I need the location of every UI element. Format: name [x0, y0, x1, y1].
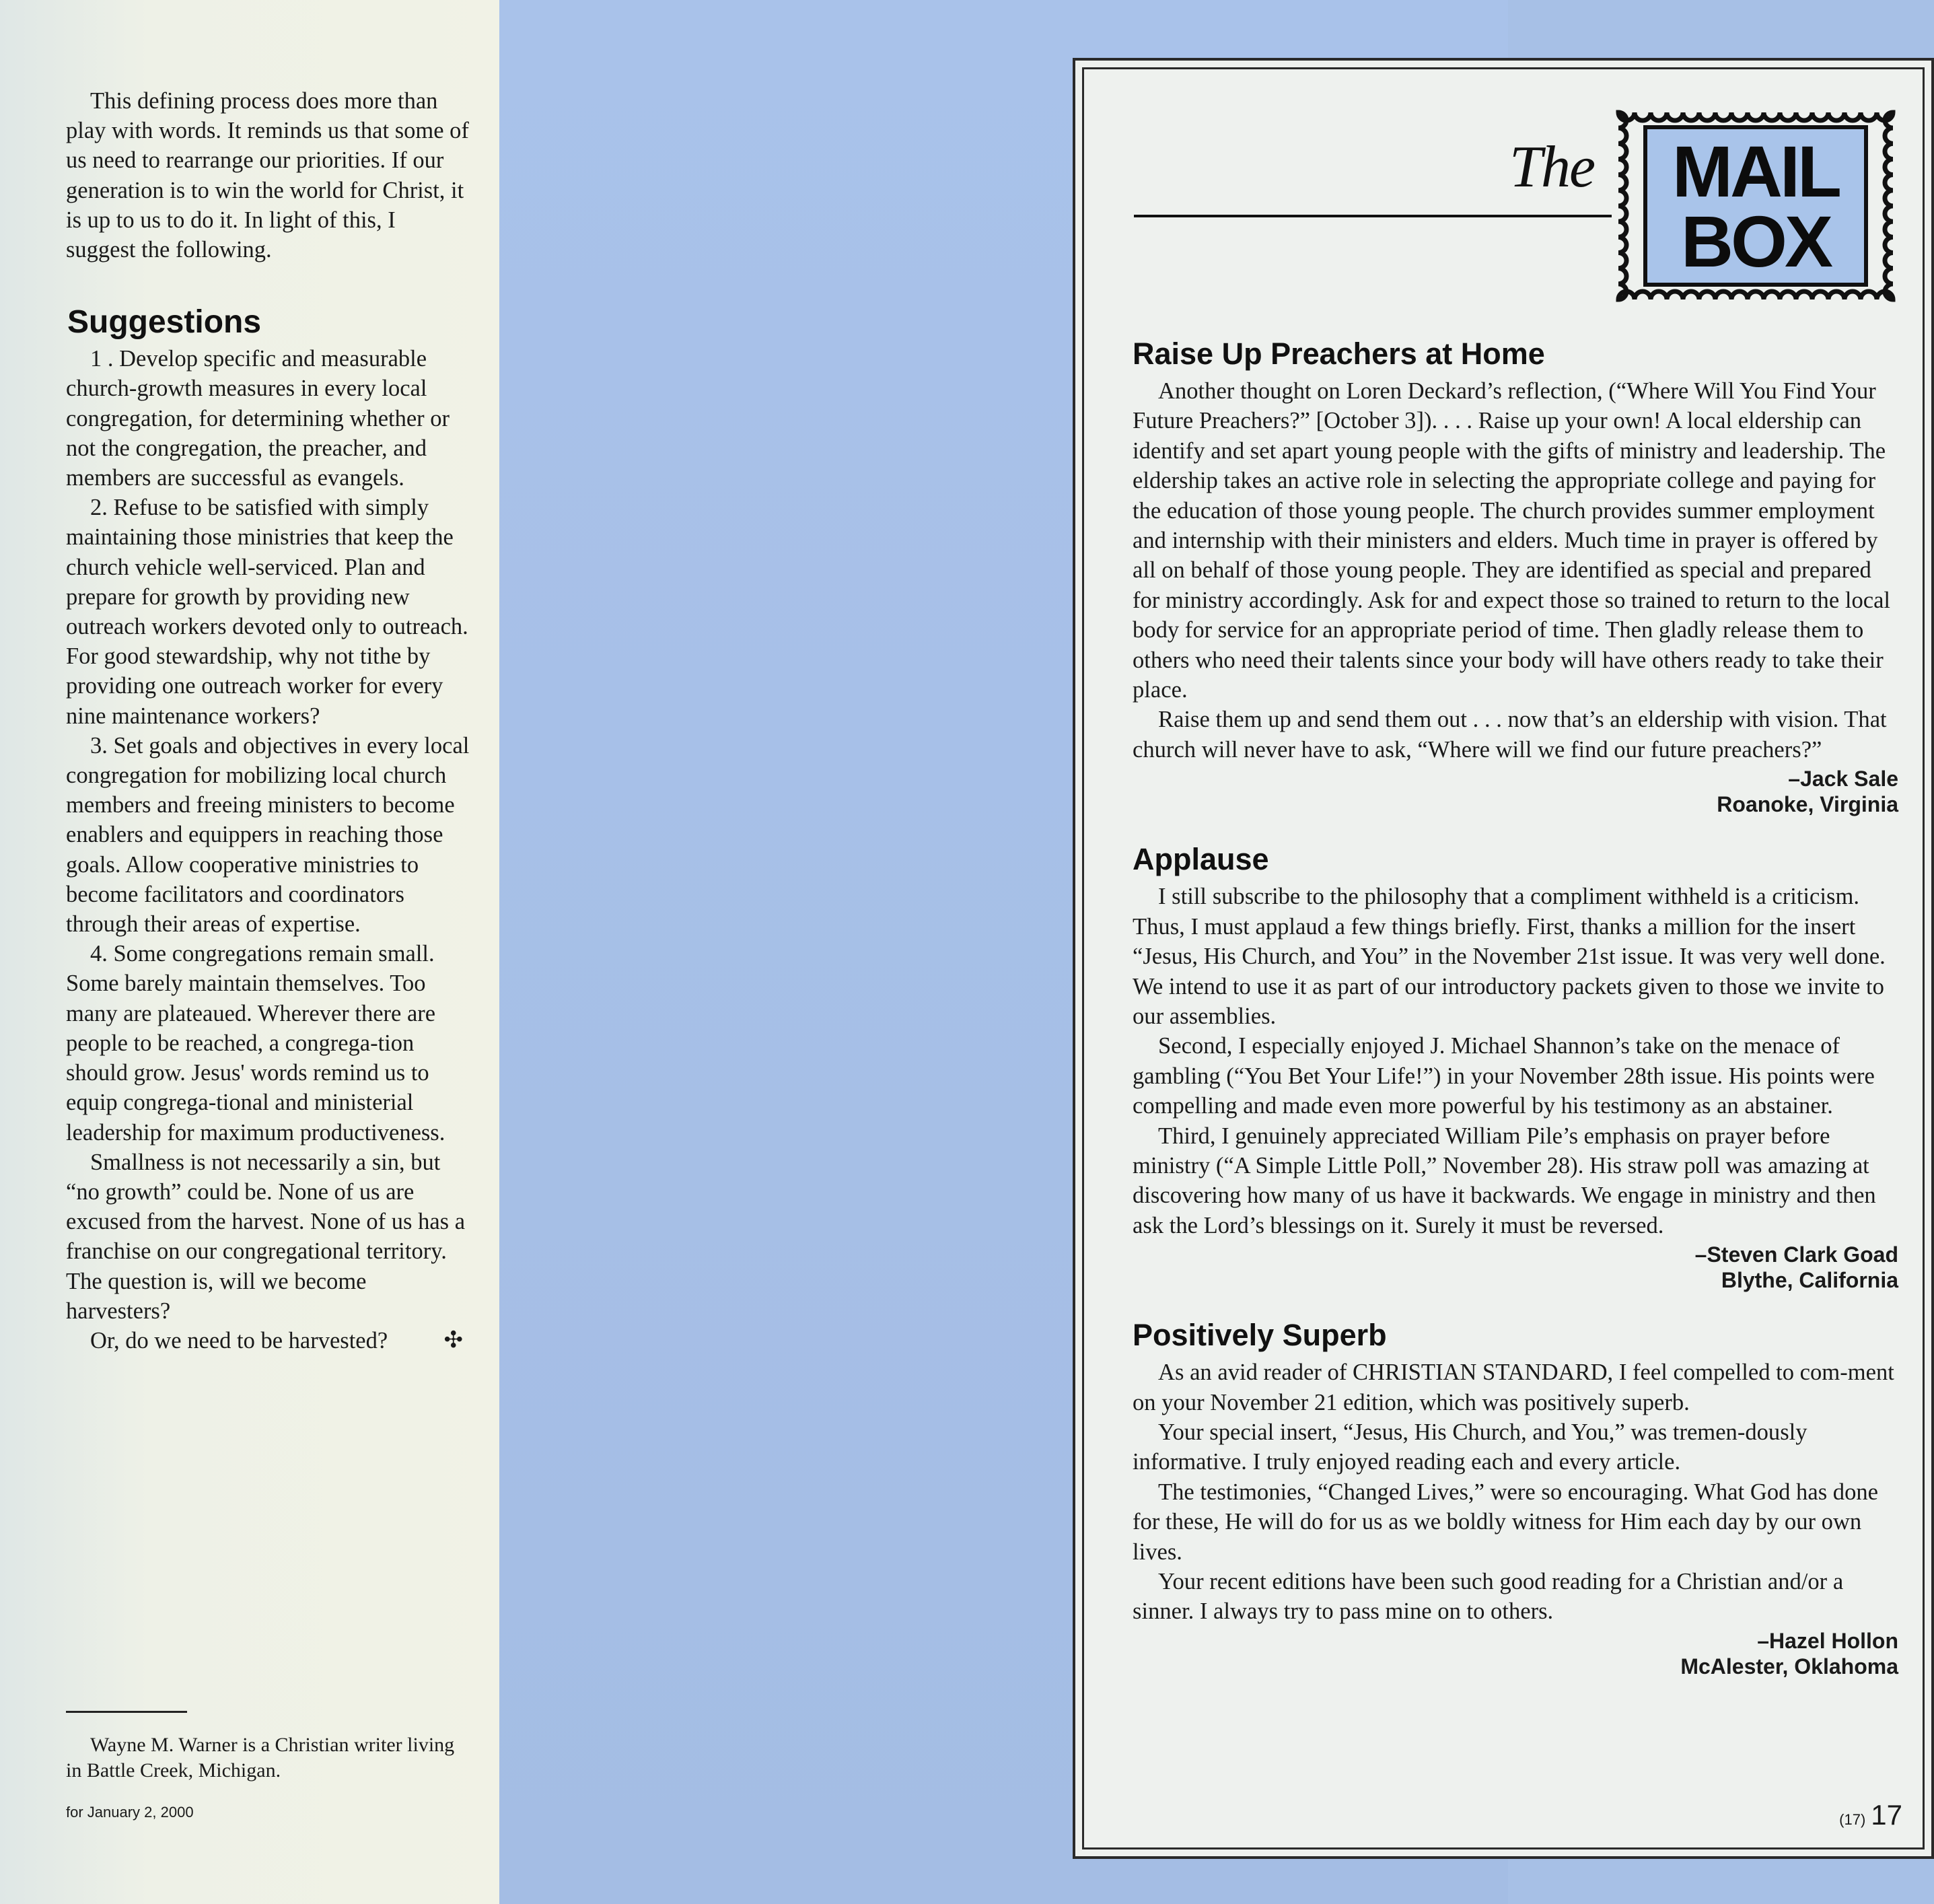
- header-rule: [1134, 215, 1612, 217]
- suggestions-heading: Suggestions: [67, 304, 262, 341]
- letter-author: –Hazel Hollon: [1757, 1628, 1898, 1653]
- left-column: [66, 86, 470, 1355]
- letter-paragraph: The testimonies, “Changed Lives,” were so encouraging. What God has done for these, He will do for us as we boldly witness for Him each day by our own lives.: [1133, 1479, 1879, 1565]
- letter-title: Applause: [1133, 842, 1269, 877]
- suggestion-item: 4. Some congregations remain small. Some barely maintain themselves. Too many are plateaued. Wherever there are people to be reached, a congrega-tion should grow. Jesus' words remind us to equip congrega-tional and ministerial leadership for maximum productiveness.: [66, 941, 445, 1145]
- left-page: [0, 0, 499, 1904]
- bio-divider: [66, 1711, 187, 1713]
- author-bio-text: Wayne M. Warner is a Christian writer living in Battle Creek, Michigan.: [66, 1734, 455, 1782]
- postage-stamp-logo: [1610, 104, 1901, 308]
- stamp-mail-word: MAIL: [1672, 131, 1839, 212]
- page-number-large: 17: [1871, 1799, 1902, 1831]
- letter-paragraph: Second, I especially enjoyed J. Michael Shannon’s take on the menace of gambling (“You Bet Your Life!”) in your November 28th issue. His points were compelling and made even more powerful by his testimony as an abstainer.: [1133, 1033, 1875, 1119]
- letter-location: McAlester, Oklahoma: [1680, 1654, 1898, 1679]
- page-number: [1839, 1799, 1902, 1831]
- letter-paragraph: Your special insert, “Jesus, His Church, and You,” was tremen-dously informative. I truly enjoyed reading each and every article.: [1133, 1419, 1807, 1475]
- stamp-title: [1653, 129, 1858, 285]
- letter-paragraph: I still subscribe to the philosophy that a compliment withheld is a criticism. Thus, I must applaud a few things briefly. First, thanks a million for the insert “Jesus, His Church, and You” in the November 21st issue. It was very well done. We intend to use it as part of our introductory packets given to those we invite to our assemblies.: [1133, 884, 1886, 1029]
- letter: [1133, 841, 1898, 1293]
- letter-title: Raise Up Preachers at Home: [1133, 337, 1545, 371]
- letter-paragraph: As an avid reader of CHRISTIAN STANDARD, I feel compelled to com-ment on your November 21 edition, which was positively superb.: [1133, 1360, 1894, 1415]
- suggestion-item: 3. Set goals and objectives in every local congregation for mobilizing local church members and freeing ministers to become enablers and equippers in reaching those goals. Allow cooperative ministries to become facilitators and coordinators through their areas of expertise.: [66, 732, 470, 938]
- letter: [1133, 336, 1898, 817]
- intro-paragraph: This defining process does more than play with words. It reminds us that some of us need to rearrange our priorities. If our generation is to win the world for Christ, it is up to us to do it. In light of this, I suggest the following.: [66, 88, 469, 263]
- mailbox-inner-frame: [1082, 67, 1925, 1849]
- letter: [1133, 1317, 1898, 1679]
- right-page: [499, 0, 1902, 1904]
- mailbox-panel: [1073, 58, 1934, 1859]
- page-number-small: (17): [1839, 1811, 1866, 1828]
- letter-location: Blythe, California: [1721, 1268, 1898, 1293]
- letter-paragraph: Raise them up and send them out . . . now that’s an eldership with vision. That church will never have to ask, “Where will we find our future preachers?”: [1133, 707, 1887, 763]
- letter-author: –Steven Clark Goad: [1694, 1242, 1898, 1267]
- letter-signature: [1133, 1628, 1898, 1679]
- end-mark-icon: ✣: [443, 1327, 463, 1353]
- letter-author: –Jack Sale: [1788, 767, 1898, 791]
- suggestion-item: 2. Refuse to be satisfied with simply maintaining those ministries that keep the church vehicle well-serviced. Plan and prepare for growth by providing new outreach workers devoted only to outreach. For good stewardship, why not tithe by providing one outreach worker for every nine maintenance workers?: [66, 495, 468, 729]
- header-the: The: [1509, 135, 1594, 200]
- author-bio: [66, 1732, 470, 1784]
- letter-paragraph: Your recent editions have been such good reading for a Christian and/or a sinner. I always try to pass mine on to others.: [1133, 1569, 1844, 1625]
- letters-list: [1133, 336, 1898, 1703]
- letter-paragraph: Third, I genuinely appreciated William Pile’s emphasis on prayer before ministry (“A Simple Little Poll,” November 28). His straw poll was amazing at discovering how many of us have it backwards. We engage in ministry and then ask the Lord’s blessings on it. Surely it must be reversed.: [1133, 1123, 1876, 1238]
- letter-signature: [1133, 1242, 1898, 1293]
- stamp-box-word: BOX: [1680, 201, 1831, 282]
- letter-paragraph: Another thought on Loren Deckard’s reflection, (“Where Will You Find Your Future Preachers?” [October 3]). . . . Raise up your own! A local eldership can identify and set apart young people with the gifts of ministry and leadership. The eldership takes an active role in selecting the appropriate college and paying for the education of those young people. The church provides summer employment and internship with their ministers and elders. Much time in prayer is offered by all on behalf of those young people. They are identified as special and prepared for ministry accordingly. Ask for and expect those so trained to return to the local body for service for an appropriate period of time. Then gladly release them to others who need their talents since your body will have others ready to take their place.: [1133, 378, 1891, 703]
- letter-title: Positively Superb: [1133, 1318, 1387, 1353]
- issue-date-footer: for January 2, 2000: [66, 1804, 194, 1821]
- letter-location: Roanoke, Virginia: [1717, 792, 1898, 817]
- letter-signature: [1133, 766, 1898, 817]
- closing-paragraph: Smallness is not necessarily a sin, but “no growth” could be. None of us are excused from the harvest. None of us has a franchise on our congregational territory. The question is, will we become harvesters?: [66, 1149, 466, 1324]
- suggestion-item: 1 . Develop specific and measurable church-growth measures in every local congregation, for determining whether or not the congregation, the preacher, and members are successful as evangels.: [66, 346, 450, 491]
- closing-text: Or, do we need to be harvested?: [90, 1327, 388, 1353]
- closing-paragraph-final: [66, 1326, 470, 1355]
